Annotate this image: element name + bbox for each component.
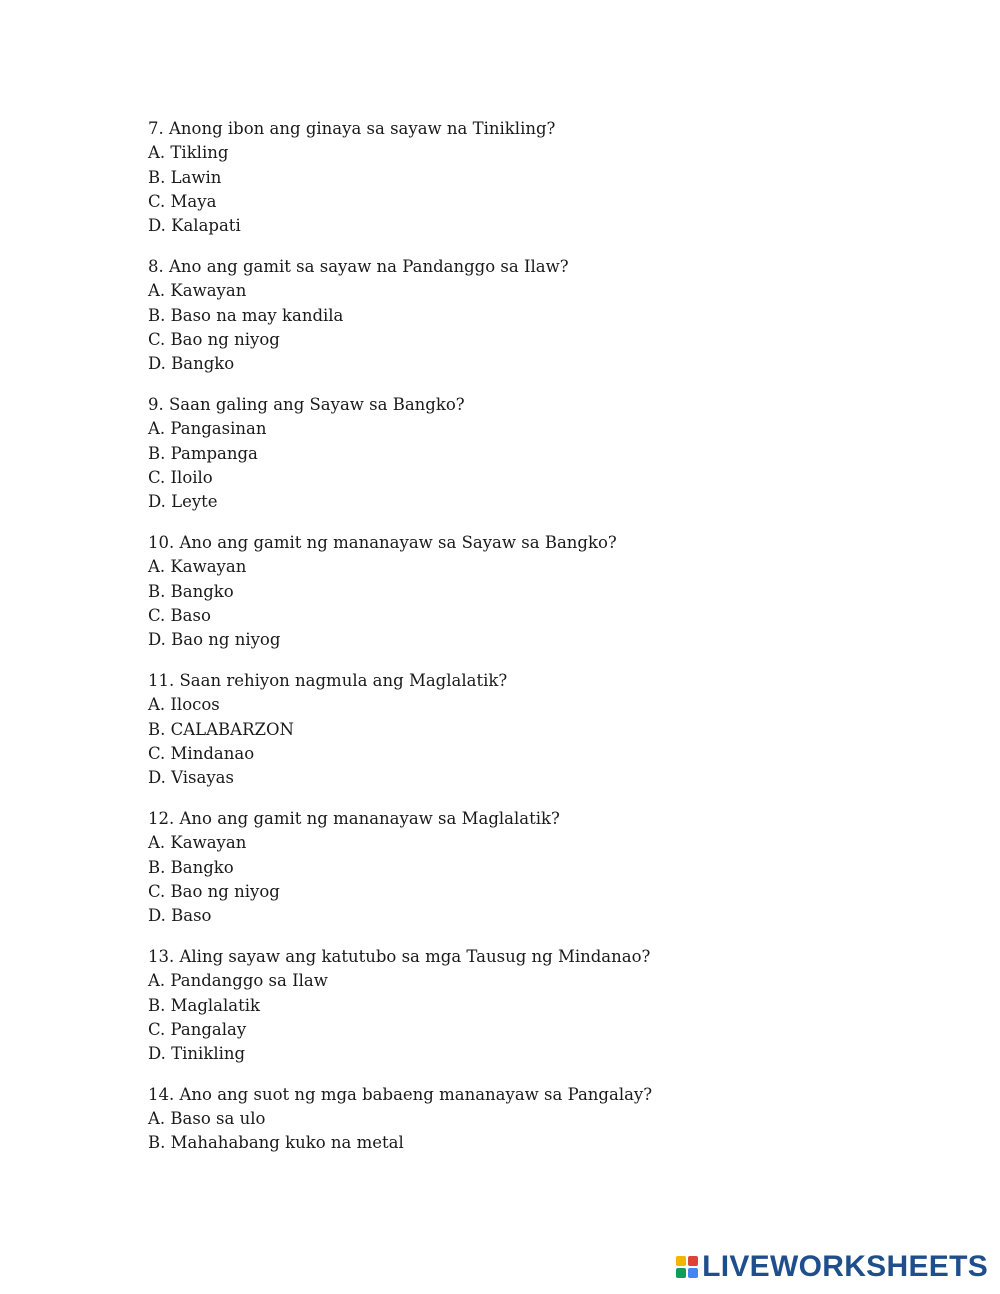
worksheet-page <box>148 117 908 1172</box>
answer-option: B. Mahahabang kuko na metal <box>148 1133 404 1153</box>
question-block <box>148 117 908 238</box>
question-text: 11. Saan rehiyon nagmula ang Maglalatik? <box>148 670 508 690</box>
answer-option: D. Tinikling <box>148 1044 246 1064</box>
question-text: 10. Ano ang gamit ng mananayaw sa Sayaw sa Bangko? <box>148 532 617 552</box>
logo-tile-v <box>676 1268 686 1278</box>
question-block <box>148 255 908 376</box>
answer-option: C. Iloilo <box>148 467 213 487</box>
answer-option: D. Kalapati <box>148 216 241 236</box>
answer-option: C. Bao ng niyog <box>148 329 280 349</box>
logo-tile-l <box>676 1256 686 1266</box>
logo-tile-e <box>688 1268 698 1278</box>
question-text: 8. Ano ang gamit sa sayaw na Pandanggo sa Ilaw? <box>148 256 569 276</box>
answer-option: B. Pampanga <box>148 443 258 463</box>
liveworksheets-brand <box>676 1252 988 1282</box>
question-block <box>148 531 908 652</box>
answer-option: B. Maglalatik <box>148 995 261 1015</box>
answer-option: B. CALABARZON <box>148 719 294 739</box>
question-text: 7. Anong ibon ang ginaya sa sayaw na Tinikling? <box>148 119 556 138</box>
answer-option: B. Baso na may kandila <box>148 305 344 325</box>
answer-option: A. Kawayan <box>148 833 247 853</box>
question-block <box>148 393 908 514</box>
question-block <box>148 1083 908 1156</box>
answer-option: D. Leyte <box>148 492 218 512</box>
answer-option: D. Bao ng niyog <box>148 630 281 650</box>
answer-option: A. Kawayan <box>148 557 247 577</box>
answer-option: C. Mindanao <box>148 743 255 763</box>
answer-option: C. Pangalay <box>148 1019 247 1039</box>
question-list <box>148 117 908 1156</box>
question-text: 12. Ano ang gamit ng mananayaw sa Maglalatik? <box>148 808 560 828</box>
brand-name: LIVEWORKSHEETS <box>702 1250 988 1283</box>
answer-option: C. Baso <box>148 605 211 625</box>
answer-option: A. Pandanggo sa Ilaw <box>148 971 328 991</box>
answer-option: A. Tikling <box>148 143 229 163</box>
answer-option: B. Bangko <box>148 857 234 877</box>
question-block <box>148 945 908 1066</box>
question-text: 13. Aling sayaw ang katutubo sa mga Tausug ng Mindanao? <box>148 946 651 966</box>
question-text: 9. Saan galing ang Sayaw sa Bangko? <box>148 394 465 414</box>
answer-option: A. Ilocos <box>148 695 220 715</box>
answer-option: B. Bangko <box>148 581 234 601</box>
answer-option: A. Baso sa ulo <box>148 1109 266 1129</box>
answer-option: C. Bao ng niyog <box>148 881 280 901</box>
answer-option: C. Maya <box>148 191 217 211</box>
liveworksheets-logo-icon <box>676 1256 698 1278</box>
answer-option: A. Kawayan <box>148 281 247 301</box>
answer-option: D. Bangko <box>148 354 235 374</box>
answer-option: D. Visayas <box>148 768 234 788</box>
question-text: 14. Ano ang suot ng mga babaeng mananayaw sa Pangalay? <box>148 1084 653 1104</box>
question-block <box>148 807 908 928</box>
logo-tile-i <box>688 1256 698 1266</box>
answer-option: A. Pangasinan <box>148 419 267 439</box>
answer-option: B. Lawin <box>148 167 222 187</box>
question-block <box>148 669 908 790</box>
answer-option: D. Baso <box>148 906 212 926</box>
